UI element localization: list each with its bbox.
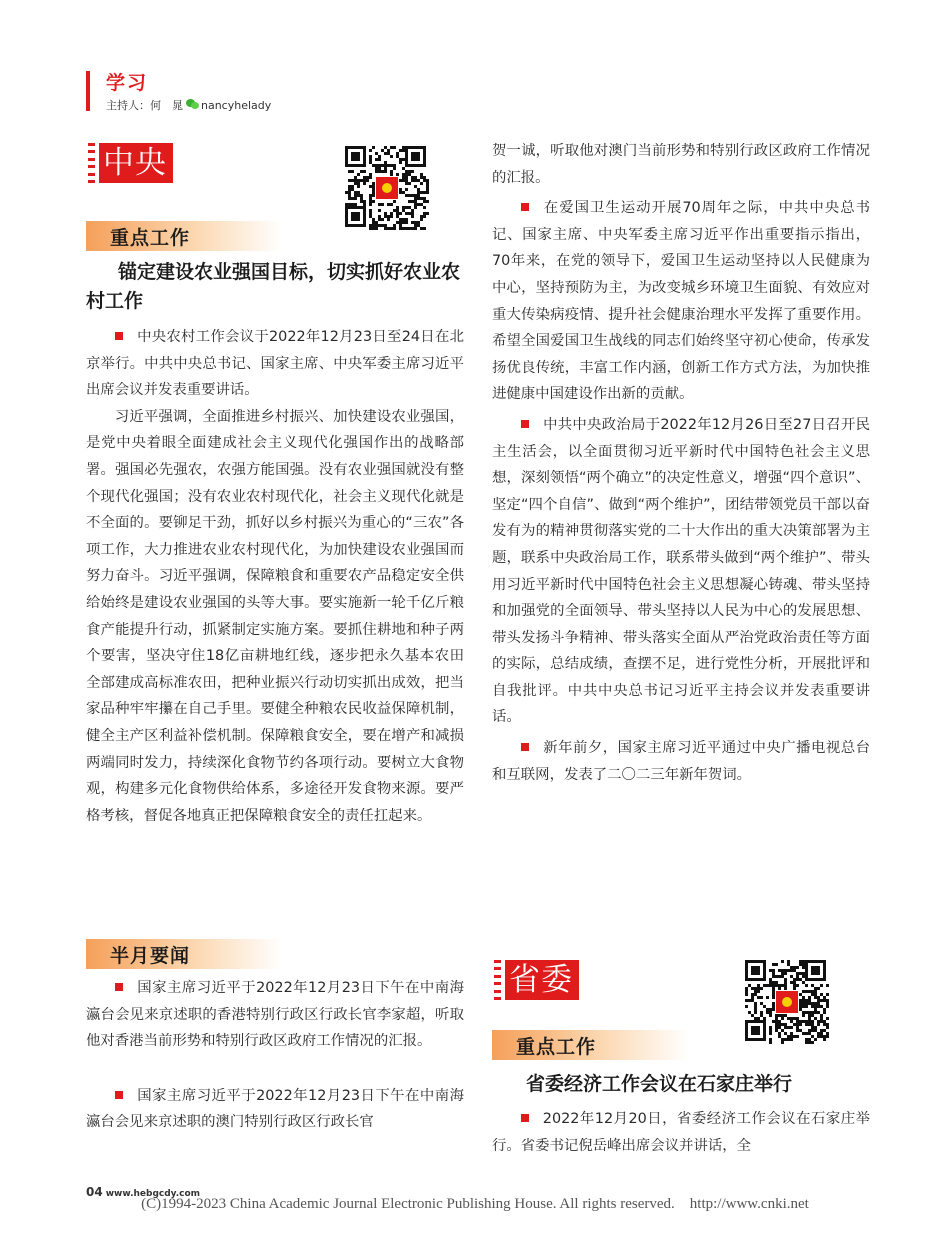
square-bullet-icon bbox=[521, 203, 529, 211]
copyright-notice: (C)1994-2023 China Academic Journal Electronic Publishing House. All rights reserved. http://www.cnki.net bbox=[141, 1196, 809, 1212]
square-bullet-icon bbox=[521, 1114, 529, 1122]
square-bullet-icon bbox=[115, 983, 123, 991]
qr-code-central bbox=[345, 146, 429, 230]
square-bullet-icon bbox=[521, 420, 529, 428]
news-list-left bbox=[86, 975, 464, 1136]
article-body-economic-meeting bbox=[492, 1106, 870, 1159]
article-paragraph: 中央农村工作会议于2022年12月23日至24日在北京举行。中共中央总书记、国家主席、中央军委主席习近平出席会议并发表重要讲话。 bbox=[86, 329, 464, 399]
news-item: 新年前夕，国家主席习近平通过中央广播电视总台和互联网，发表了二〇二三年新年贺词。 bbox=[492, 740, 870, 783]
news-item: 国家主席习近平于2022年12月23日下午在中南海瀛台会见来京述职的澳门特别行政区行政长官 bbox=[86, 1087, 464, 1131]
column-title: 学习 bbox=[106, 72, 149, 94]
square-bullet-icon bbox=[115, 1091, 123, 1099]
news-item: 在爱国卫生运动开展70周年之际，中共中央总书记、国家主席、中央军委主席习近平作出重要指示指出，70年来，在党的领导下，爱国卫生运动坚持以人民健康为中心，坚持预防为主，为改变城乡环境卫生面貌、有效应对重大传染病疫情、提升社会健康治理水平发挥了重要作用。希望全国爱国卫生战线的同志们始终坚守初心使命，传承发扬优良传统，丰富工作内涵，创新工作方式方法，为加快推进健康中国建设作出新的贡献。 bbox=[492, 200, 870, 403]
news-item-continued: 贺一诚，听取他对澳门当前形势和特别行政区政府工作情况的汇报。 bbox=[492, 143, 870, 186]
tag-half-month-news bbox=[86, 939, 282, 969]
tag-key-work-label: 重点工作 bbox=[110, 227, 191, 249]
wechat-icon bbox=[186, 99, 199, 110]
section-badge-province bbox=[494, 960, 579, 1000]
page-number: 04 bbox=[86, 1185, 103, 1199]
news-list-right bbox=[492, 138, 870, 788]
article-title-economic-meeting: 省委经济工作会议在石家庄举行 bbox=[526, 1073, 793, 1095]
section-central-label: 中央 bbox=[99, 143, 173, 183]
footer-website: www.hebgcdy.com bbox=[105, 1189, 201, 1199]
tag-key-work-province bbox=[492, 1030, 688, 1060]
qr-code-province bbox=[745, 960, 829, 1044]
square-bullet-icon bbox=[115, 332, 123, 340]
tag-half-month-news-label: 半月要闻 bbox=[110, 945, 191, 967]
news-item: 中共中央政治局于2022年12月26日至27日召开民主生活会，以全面贯彻习近平新时代中国特色社会主义思想，深刻领悟“两个确立”的决定性意义，增强“四个意识”、坚定“四个自信”、做到“两个维护”，团结带领党员干部以奋发有为的精神贯彻落实党的二十大作出的重大决策部署为主题，联系中央政治局工作，联系带头做到“两个维护”、带头用习近平新时代中国特色社会主义思想凝心铸魂、带头坚持和加强党的全面领导、带头坚持以人民为中心的发展思想、带头发扬斗争精神、带头落实全面从严治党政治责任等方面的实际，总结成绩，查摆不足，进行党性分析，开展批评和自我批评。中共中央总书记习近平主持会议并发表重要讲话。 bbox=[492, 416, 870, 726]
news-item: 国家主席习近平于2022年12月23日下午在中南海瀛台会见来京述职的香港特别行政区行政长官李家超，听取他对香港当前形势和特别行政区政府工作情况的汇报。 bbox=[86, 980, 464, 1050]
tag-key-work-province-label: 重点工作 bbox=[516, 1036, 597, 1058]
article-body-agriculture bbox=[86, 324, 464, 829]
column-host bbox=[106, 97, 271, 113]
host-wechat-id: nancyhelady bbox=[201, 99, 272, 112]
article-paragraph: 习近平强调，全面推进乡村振兴、加快建设农业强国，是党中央着眼全面建成社会主义现代化强国作出的战略部署。强国必先强农，农强方能国强。没有农业强国就没有整个现代化强国；没有农业农村现代化，社会主义现代化就是不全面的。要铆足干劲，抓好以乡村振兴为重心的“三农”各项工作，大力推进农业农村现代化，为加快建设农业强国而努力奋斗。习近平强调，保障粮食和重要农产品稳定安全供给始终是建设农业强国的头等大事。要实施新一轮千亿斤粮食产能提升行动，抓紧制定实施方案。要抓住耕地和种子两个要害，坚决守住18亿亩耕地红线，逐步把永久基本农田全部建成高标准农田，把种业振兴行动切实抓出成效，把当家品种牢牢攥在自己手里。要健全种粮农民收益保障机制，健全主产区利益补偿机制。保障粮食安全，要在增产和减损两端同时发力，持续深化食物节约各项行动。要树立大食物观，构建多元化食物供给体系，多途径开发食物来源。要严格考核，督促各地真正把保障粮食安全的责任扛起来。 bbox=[86, 408, 464, 824]
host-label: 主持人：何 晁 bbox=[106, 99, 183, 112]
article-paragraph: 2022年12月20日，省委经济工作会议在石家庄举行。省委书记倪岳峰出席会议并讲话，全 bbox=[492, 1111, 870, 1154]
section-province-label: 省委 bbox=[505, 960, 579, 1000]
square-bullet-icon bbox=[521, 743, 529, 751]
article-title-agriculture: 锚定建设农业强国目标，切实抓好农业农村工作 bbox=[86, 261, 461, 312]
tag-key-work bbox=[86, 221, 282, 251]
header-accent-bar bbox=[86, 71, 90, 111]
section-badge-central bbox=[88, 143, 173, 183]
